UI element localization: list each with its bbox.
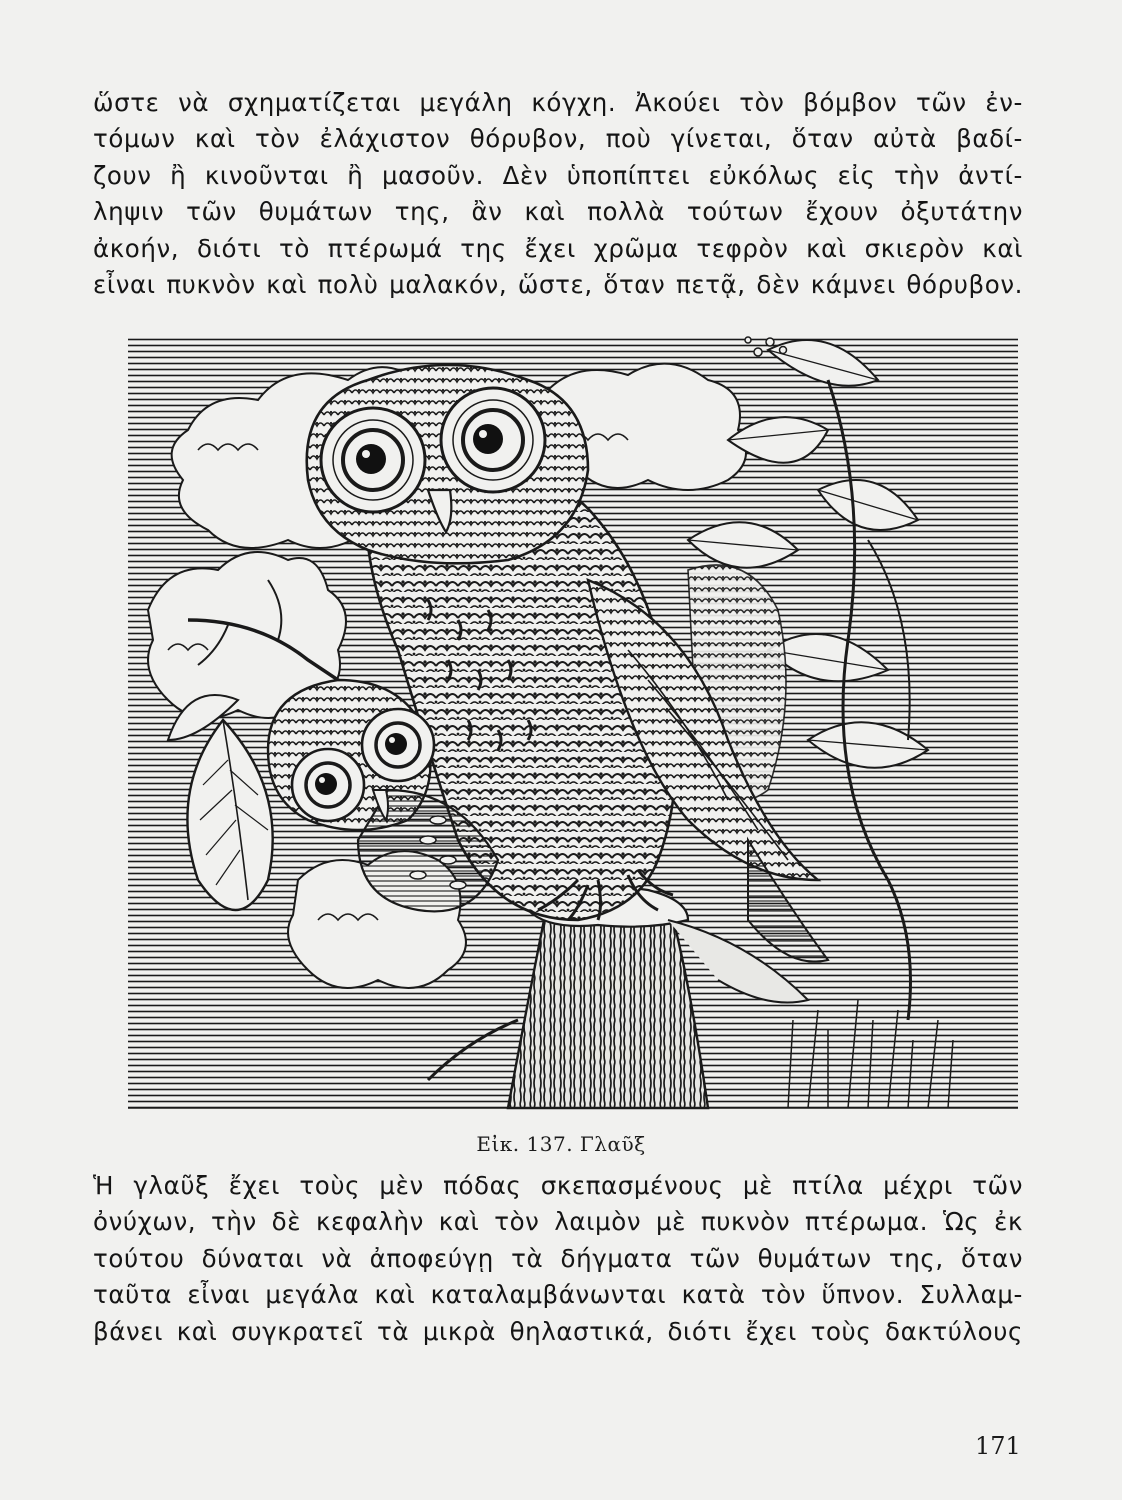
figure-caption: Εἰκ. 137. Γλαῦξ [476, 1132, 646, 1156]
text-line: εἶναι πυκνὸν καὶ πολὺ μαλακόν, ὥστε, ὅταν πετᾷ, δὲν κάμνει θόρυβον. [93, 269, 1023, 299]
text-line: ταῦτα εἶναι μεγάλα καὶ καταλαμβάνωνται κατὰ τὸν ὕπνον. Συλλαμ- [93, 1280, 1023, 1310]
page-number: 171 [975, 1432, 1021, 1460]
text-line: Ἡ γλαῦξ ἔχει τοὺς μὲν πόδας σκεπασμένους μὲ πτίλα μέχρι τῶν [93, 1171, 1023, 1200]
text-line: ὥστε νὰ σχηματίζεται μεγάλη κόγχη. Ἀκούει τὸν βόμβον τῶν ἐν- [93, 88, 1023, 117]
paragraph-top [93, 85, 1023, 303]
text-line: ζουν ἢ κινοῦνται ἢ μασοῦν. Δὲν ὑποπίπτει εὐκόλως εἰς τὴν ἀντί- [93, 160, 1023, 190]
paragraph-bottom [93, 1168, 1023, 1350]
text-line: τόμων καὶ τὸν ἐλάχιστον θόρυβον, ποὺ γίνεται, ὅταν αὐτὰ βαδί- [93, 124, 1023, 154]
text-line: τούτου δύναται νὰ ἀποφεύγῃ τὰ δήγματα τῶν θυμάτων της, ὅταν [93, 1243, 1023, 1273]
text-line: ληψιν τῶν θυμάτων της, ἂν καὶ πολλὰ τούτων ἔχουν ὀξυτάτην [93, 197, 1023, 227]
text-line: ὀνύχων, τὴν δὲ κεφαλὴν καὶ τὸν λαιμὸν μὲ πυκνὸν πτέρωμα. Ὡς ἐκ [93, 1207, 1023, 1237]
text-line: ἀκοήν, διότι τὸ πτέρωμά της ἔχει χρῶμα τεφρὸν καὶ σκιερὸν καὶ [93, 233, 1023, 263]
text-line: βάνει καὶ συγκρατεῖ τὰ μικρὰ θηλαστικά, διότι ἔχει τοὺς δακτύλους [93, 1316, 1023, 1346]
two-owls-engraving [128, 320, 1018, 1120]
owl-illustration [128, 320, 1018, 1120]
